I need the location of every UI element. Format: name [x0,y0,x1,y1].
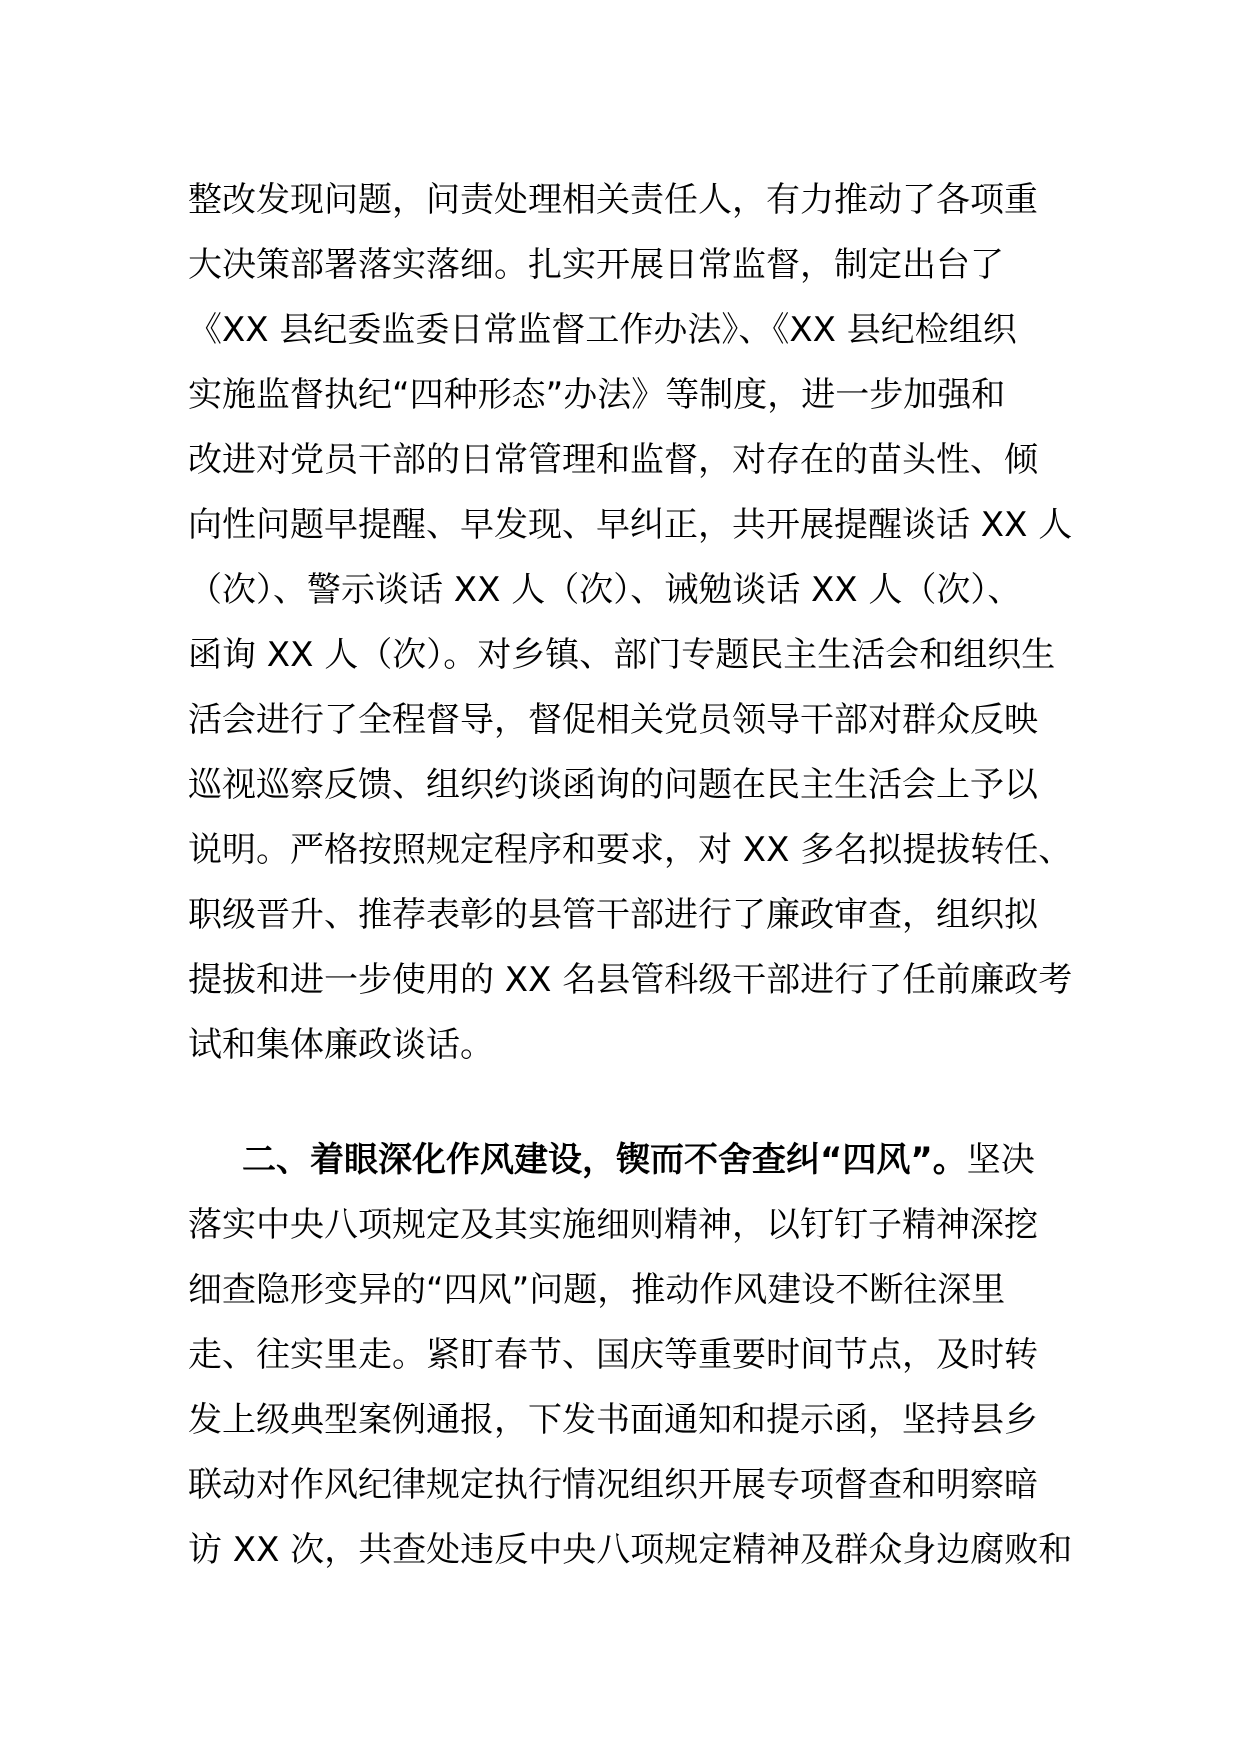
paragraph-2 [188,1128,1073,1583]
text-line: 大决策部署落实落细。扎实开展日常监督，制定出台了 [188,245,1004,285]
section-heading-line [188,1128,1056,1193]
text-line: 联动对作风纪律规定执行情况组织开展专项督查和明察暗 [188,1465,1038,1505]
section-heading-rest: 坚决 [966,1140,1035,1180]
text-line: 发上级典型案例通报，下发书面通知和提示函，坚持县乡 [188,1400,1038,1440]
text-line: 职级晋升、推荐表彰的县管干部进行了廉政审查，组织拟 [188,895,1038,935]
text-line: （次）、警示谈话 XX 人（次）、诫勉谈话 XX 人（次）、 [188,570,1022,610]
text-line: 细查隐形变异的“四风”问题，推动作风建设不断往深里 [188,1270,1006,1310]
text-line: 改进对党员干部的日常管理和监督，对存在的苗头性、倾 [188,440,1038,480]
section-heading: 二、着眼深化作风建设，锲而不舍查纠“四风”。 [242,1140,967,1180]
text-line: 活会进行了全程督导，督促相关党员领导干部对群众反映 [188,700,1038,740]
text-line: 访 XX 次，共查处违反中央八项规定精神及群众身边腐败和 [188,1530,1073,1570]
document-body [188,168,1073,1583]
text-line: 提拔和进一步使用的 XX 名县管科级干部进行了任前廉政考 [188,960,1073,1000]
text-line: 函询 XX 人（次）。对乡镇、部门专题民主生活会和组织生 [188,635,1056,675]
text-line: 试和集体廉政谈话。 [188,1025,494,1065]
text-line: 实施监督执纪“四种形态”办法》等制度，进一步加强和 [188,375,1006,415]
text-line: 落实中央八项规定及其实施细则精神，以钉钉子精神深挖 [188,1205,1038,1245]
text-line: 向性问题早提醒、早发现、早纠正，共开展提醒谈话 XX 人 [188,505,1073,545]
text-line: 《XX 县纪委监委日常监督工作办法》、《XX 县纪检组织 [188,310,1017,350]
text-line: 走、往实里走。紧盯春节、国庆等重要时间节点，及时转 [188,1335,1038,1375]
paragraph-spacing [188,1078,1056,1128]
text-line: 说明。严格按照规定程序和要求，对 XX 多名拟提拔转任、 [188,830,1073,870]
paragraph-1 [188,168,1073,1078]
text-line: 巡视巡察反馈、组织约谈函询的问题在民主生活会上予以 [188,765,1038,805]
text-line: 整改发现问题，问责处理相关责任人，有力推动了各项重 [188,180,1038,220]
